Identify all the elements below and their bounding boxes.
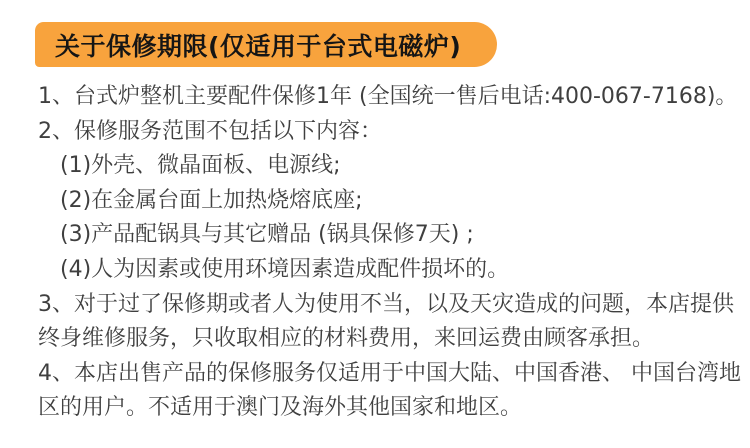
warranty-subline-4: (4)人为因素或使用环境因素造成配件损坏的。 — [60, 256, 510, 282]
warranty-line-2: 2、保修服务范围不包括以下内容： — [38, 118, 382, 144]
section-header-badge — [35, 22, 497, 67]
warranty-content — [38, 80, 740, 426]
warranty-line-1: 1、台式炉整机主要配件保修1年 (全国统一售后电话:400-067-7168)。 — [38, 84, 738, 109]
section-title: 关于保修期限(仅适用于台式电磁炉) — [55, 31, 462, 61]
warranty-line-3: 3、对于过了保修期或者人为使用不当，以及天灾造成的问题，本店提供 — [38, 291, 734, 317]
warranty-line-4: 4、本店出售产品的保修服务仅适用于中国大陆、中国香港、 中国台湾地 — [38, 360, 741, 386]
warranty-subline-2: (2)在金属台面上加热烧熔底座; — [60, 187, 363, 213]
warranty-line-4-continued: 区的用户。不适用于澳门及海外其他国家和地区。 — [38, 395, 523, 421]
warranty-line-3-continued: 终身维修服务，只收取相应的材料费用，来回运费由顾客承担。 — [38, 326, 655, 352]
warranty-subline-3: (3)产品配锅具与其它赠品 (锅具保修7天) ; — [60, 222, 474, 248]
warranty-subline-1: (1)外壳、微晶面板、电源线; — [60, 153, 341, 179]
